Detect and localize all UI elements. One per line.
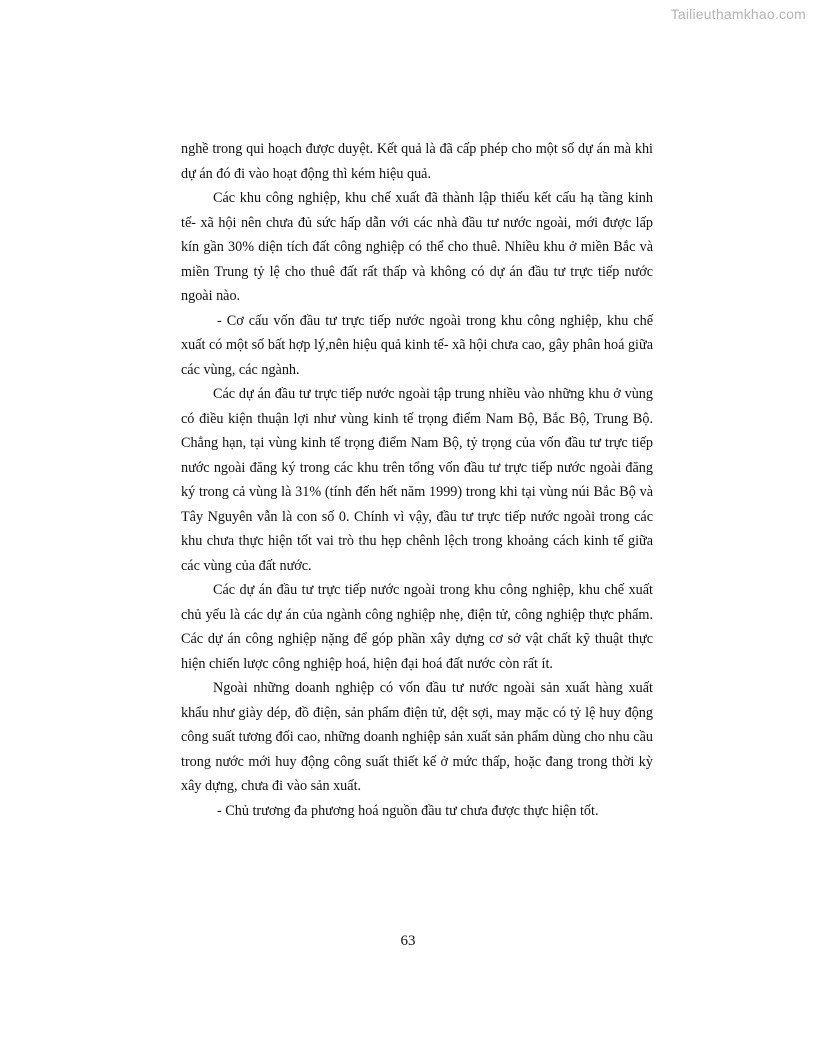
paragraph-capacity-utilization: Ngoài những doanh nghiệp có vốn đầu tư nước ngoài sản xuất hàng xuất khẩu như giày dép, đồ điện, sản phẩm điện tử, dệt sợi, may mặc có tỷ lệ huy động công suất tương đối cao, những doanh nghiệp sản xuất sản phẩm dùng cho nhu cầu trong nước mới huy động công suất thiết kế ở mức thấp, hoặc đang trong thời kỳ xây dựng, chưa đi vào sản xuất. [181, 680, 653, 794]
page-number: 63 [400, 933, 416, 949]
document-body [181, 137, 653, 823]
paragraph-light-industry-projects: Các dự án đầu tư trực tiếp nước ngoài trong khu công nghiệp, khu chế xuất chủ yếu là các dự án của ngành công nghiệp nhẹ, điện tử, công nghiệp thực phẩm. Các dự án công nghiệp nặng để góp phần xây dựng cơ sở vật chất kỹ thuật thực hiện chiến lược công nghiệp hoá, hiện đại hoá đất nước còn rất ít. [181, 582, 653, 672]
watermark-text: Tailieuthamkhao.com [670, 6, 806, 22]
paragraph-continuation: nghề trong qui hoạch được duyệt. Kết quả là đã cấp phép cho một số dự án mà khi dự án đó đi vào hoạt động thì kém hiệu quả. [181, 141, 653, 182]
paragraph-regional-concentration: Các dự án đầu tư trực tiếp nước ngoài tập trung nhiều vào những khu ở vùng có điều kiện thuận lợi như vùng kinh tế trọng điểm Nam Bộ, Bắc Bộ, Trung Bộ. Chẳng hạn, tại vùng kinh tế trọng điểm Nam Bộ, tỷ trọng của vốn đầu tư trực tiếp nước ngoài đăng ký trong các khu trên tổng vốn đầu tư trực tiếp nước ngoài đăng ký trong cả vùng là 31% (tính đến hết năm 1999) trong khi tại vùng núi Bắc Bộ và Tây Nguyên vẫn là con số 0. Chính vì vậy, đầu tư trực tiếp nước ngoài trong các khu chưa thực hiện tốt vai trò thu hẹp chênh lệch trong khoảng cách kinh tế giữa các vùng của đất nước. [181, 386, 653, 574]
paragraph-capital-structure: - Cơ cấu vốn đầu tư trực tiếp nước ngoài trong khu công nghiệp, khu chế xuất có một số bất hợp lý,nên hiệu quả kinh tế- xã hội chưa cao, gây phân hoá giữa các vùng, các ngành. [181, 312, 653, 378]
paragraph-diversification-policy: - Chủ trương đa phương hoá nguồn đầu tư chưa được thực hiện tốt. [217, 802, 599, 819]
paragraph-industrial-zones-infrastructure: Các khu công nghiệp, khu chế xuất đã thành lập thiếu kết cấu hạ tầng kinh tế- xã hội nên chưa đủ sức hấp dẫn với các nhà đầu tư nước ngoài, mới được lấp kín gần 30% diện tích đất công nghiệp có thể cho thuê. Nhiều khu ở miền Bắc và miền Trung tỷ lệ cho thuê đất rất thấp và không có dự án đầu tư trực tiếp nước ngoài nào. [181, 190, 653, 304]
